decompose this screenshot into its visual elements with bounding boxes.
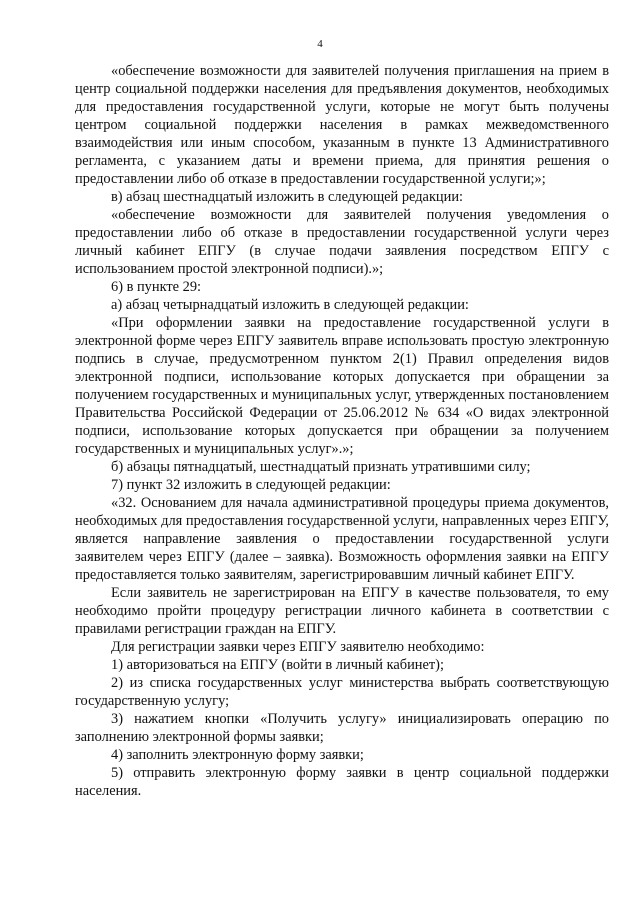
document-body: [75, 62, 609, 800]
page-number: 4: [317, 38, 323, 50]
paragraph-9: «32. Основанием для начала административной процедуры приема документов, необходимых для предоставления государственной услуги, направленных через ЕПГУ, является направление заявления о предоставлении государственной услуги заявителем через ЕПГУ (далее – заявка). Возможность оформления заявки на ЕПГУ предоставляется только заявителям, зарегистрировавшим личный кабинет ЕПГУ.: [75, 495, 609, 583]
paragraph-16: 5) отправить электронную форму заявки в центр социальной поддержки населения.: [75, 765, 609, 799]
paragraph-7: б) абзацы пятнадцатый, шестнадцатый признать утратившими силу;: [111, 459, 531, 475]
paragraph-13: 2) из списка государственных услуг министерства выбрать соответствующую государственную услугу;: [75, 675, 609, 709]
paragraph-14: 3) нажатием кнопки «Получить услугу» инициализировать операцию по заполнению электронной формы заявки;: [75, 711, 609, 745]
paragraph-12: 1) авторизоваться на ЕПГУ (войти в личный кабинет);: [111, 657, 444, 673]
paragraph-2: в) абзац шестнадцатый изложить в следующей редакции:: [111, 189, 464, 205]
paragraph-5: а) абзац четырнадцатый изложить в следующей редакции:: [111, 297, 469, 313]
paragraph-11: Для регистрации заявки через ЕПГУ заявителю необходимо:: [111, 639, 485, 655]
paragraph-15: 4) заполнить электронную форму заявки;: [111, 747, 364, 763]
paragraph-8: 7) пункт 32 изложить в следующей редакции:: [111, 477, 391, 493]
paragraph-1: «обеспечение возможности для заявителей получения приглашения на прием в центр социальной поддержки населения для предъявления документов, необходимых для предоставления государственной услуги, которые не могут быть получены центром социальной поддержки населения в рамках межведомственного взаимодействия или иным способом, указанным в пункте 13 Административного регламента, с указанием даты и времени приема, для принятия решения о предоставлении либо об отказе в предоставлении государственной услуги;»;: [75, 63, 609, 187]
paragraph-3: «обеспечение возможности для заявителей получения уведомления о предоставлении либо об отказе в предоставлении государственной услуги через личный кабинет ЕПГУ (в случае подачи заявления посредством ЕПГУ с использованием простой электронной подписи).»;: [75, 207, 609, 277]
paragraph-10: Если заявитель не зарегистрирован на ЕПГУ в качестве пользователя, то ему необходимо пройти процедуру регистрации личного кабинета в соответствии с правилами регистрации граждан на ЕПГУ.: [75, 585, 609, 637]
paragraph-6: «При оформлении заявки на предоставление государственной услуги в электронной форме через ЕПГУ заявитель вправе использовать простую электронную подпись в случае, предусмотренном пунктом 2(1) Правил определения видов электронной подписи, использование которых допускается при обращении за получением государственных и муниципальных услуг, утвержденных постановлением Правительства Российской Федерации от 25.06.2012 № 634 «О видах электронной подписи, использование которых допускается при обращении за получением государственных и муниципальных услуг».»;: [75, 315, 609, 457]
paragraph-4: 6) в пункте 29:: [111, 279, 202, 295]
